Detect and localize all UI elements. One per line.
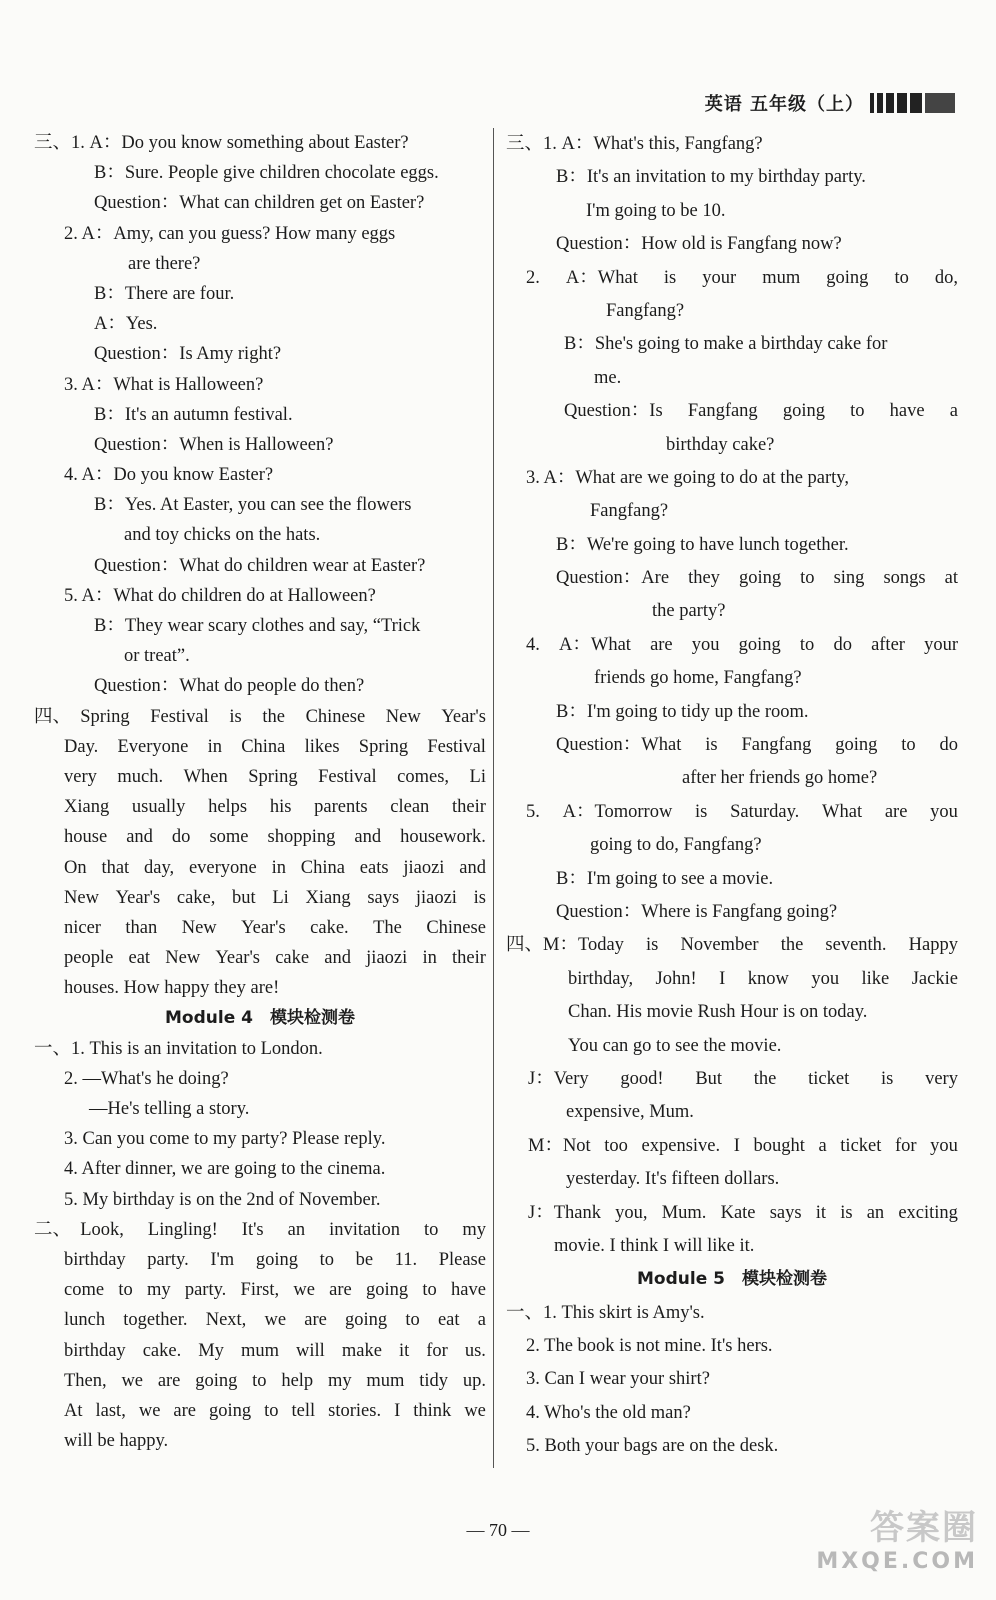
text-line: B：It's an invitation to my birthday party. xyxy=(556,167,866,188)
text-line: or treat”. xyxy=(124,646,190,667)
text-line: —He's telling a story. xyxy=(89,1099,250,1119)
text-line: Question：What can children get on Easter? xyxy=(94,193,425,214)
text-line: Question：What is Fangfang going to do xyxy=(556,735,958,756)
text-line: nicer than New Year's cake. The Chinese xyxy=(64,917,486,938)
text-line: B：Yes. At Easter, you can see the flowers xyxy=(94,495,412,516)
text-line: 2. A：Amy, can you guess? How many eggs xyxy=(64,223,396,244)
text-line: J：Very good! But the ticket is very xyxy=(528,1068,958,1089)
text-line: A：Yes. xyxy=(94,314,158,335)
text-line: 四、M：Today is November the seventh. Happy xyxy=(506,935,958,956)
text-line: birthday party. I'm going to be 11. Please xyxy=(64,1249,486,1270)
text-line: 四、 Spring Festival is the Chinese New Year's xyxy=(34,706,486,727)
text-line: 5. A：What do children do at Halloween? xyxy=(64,585,376,606)
module-heading: Module 4 模块检测卷 xyxy=(165,1008,355,1029)
text-line: Question：Are they going to sing songs at xyxy=(556,568,958,589)
text-line: Question：Where is Fangfang going? xyxy=(556,901,838,922)
text-line: B：There are four. xyxy=(94,283,235,304)
text-line: Then, we are going to help my mum tidy up. xyxy=(64,1370,486,1391)
text-line: 2. The book is not mine. It's hers. xyxy=(526,1336,773,1357)
text-line: people eat New Year's cake and jiaozi in their xyxy=(64,948,486,969)
text-line: B：She's going to make a birthday cake for xyxy=(564,334,888,355)
text-line: 3. Can I wear your shirt? xyxy=(526,1369,710,1390)
text-line: B：It's an autumn festival. xyxy=(94,404,293,425)
text-line: Question：Is Amy right? xyxy=(94,344,282,365)
header-decoration xyxy=(870,93,958,113)
text-line: 3. Can you come to my party? Please reply. xyxy=(64,1129,386,1150)
text-line: very much. When Spring Festival comes, Li xyxy=(64,766,486,787)
text-line: 一、1. This skirt is Amy's. xyxy=(506,1302,705,1323)
text-line: 三、1. A：What's this, Fangfang? xyxy=(506,134,763,154)
text-line: 4. A：What are you going to do after your xyxy=(526,634,958,655)
left-column xyxy=(34,128,486,1456)
text-line: 4. A：Do you know Easter? xyxy=(64,465,274,486)
text-line: J：Thank you, Mum. Kate says it is an exciting xyxy=(528,1202,958,1223)
header-title: 英语 五年级（上） xyxy=(704,94,864,115)
text-line: 2. —What's he doing? xyxy=(64,1068,229,1089)
text-line: Question：When is Halloween? xyxy=(94,434,334,455)
text-line: 2. A：What is your mum going to do, xyxy=(526,267,958,288)
text-line: will be happy. xyxy=(64,1431,169,1452)
text-line: New Year's cake, but Li Xiang says jiaozi is xyxy=(64,887,486,908)
text-line: I'm going to be 10. xyxy=(586,200,726,221)
page-number: — 70 — xyxy=(466,1520,530,1540)
text-line: B：They wear scary clothes and say, “Trick xyxy=(94,616,421,636)
text-line: B：I'm going to see a movie. xyxy=(556,868,774,889)
column-divider xyxy=(493,128,494,1468)
text-line: and toy chicks on the hats. xyxy=(124,525,321,546)
text-line: 5. Both your bags are on the desk. xyxy=(526,1436,779,1457)
text-line: Day. Everyone in China likes Spring Festival xyxy=(64,736,486,757)
text-line: B：Sure. People give children chocolate eggs. xyxy=(94,163,439,184)
text-line: the party? xyxy=(652,601,726,622)
text-line: Xiang usually helps his parents clean their xyxy=(64,797,486,818)
text-line: friends go home, Fangfang? xyxy=(594,668,802,689)
text-line: yesterday. It's fifteen dollars. xyxy=(566,1169,780,1190)
text-line: birthday cake? xyxy=(666,434,775,455)
watermark-bottom: MXQE.COM xyxy=(816,1549,978,1574)
text-line: Question：Is Fangfang going to have a xyxy=(564,401,958,422)
right-column xyxy=(506,128,958,1464)
text-line: birthday, John! I know you like Jackie xyxy=(568,968,958,989)
text-line: 4. Who's the old man? xyxy=(526,1402,691,1423)
text-line: Question：What do people do then? xyxy=(94,676,365,697)
watermark-top: 答案圈 xyxy=(870,1508,978,1548)
text-line: On that day, everyone in China eats jiaozi and xyxy=(64,857,486,878)
text-line: lunch together. Next, we are going to eat a xyxy=(64,1310,486,1331)
text-line: Fangfang? xyxy=(590,501,669,522)
text-line: Fangfang? xyxy=(606,300,685,321)
text-line: 三、1. A：Do you know something about Easter? xyxy=(34,133,409,153)
watermark-logo xyxy=(816,1500,978,1574)
text-line: birthday cake. My mum will make it for us. xyxy=(64,1340,486,1361)
text-line: 3. A：What are we going to do at the party, xyxy=(526,467,849,488)
page-header xyxy=(705,90,958,116)
text-line: M：Not too expensive. I bought a ticket for you xyxy=(528,1135,958,1156)
text-line: Chan. His movie Rush Hour is on today. xyxy=(568,1002,868,1023)
text-line: me. xyxy=(594,367,622,388)
text-line: B：We're going to have lunch together. xyxy=(556,534,849,555)
text-line: are there? xyxy=(128,253,201,274)
text-line: after her friends go home? xyxy=(682,768,878,789)
text-line: 一、1. This is an invitation to London. xyxy=(34,1038,323,1059)
text-line: 4. After dinner, we are going to the cinema. xyxy=(64,1159,386,1180)
text-line: house and do some shopping and housework. xyxy=(64,827,486,848)
text-line: going to do, Fangfang? xyxy=(590,835,762,856)
text-line: movie. I think I will like it. xyxy=(554,1235,755,1256)
text-line: You can go to see the movie. xyxy=(568,1035,782,1056)
text-line: At last, we are going to tell stories. I think we xyxy=(64,1400,486,1421)
text-line: expensive, Mum. xyxy=(566,1102,694,1123)
module-heading: Module 5 模块检测卷 xyxy=(637,1269,827,1290)
text-line: 3. A：What is Halloween? xyxy=(64,374,264,395)
text-line: 5. My birthday is on the 2nd of November. xyxy=(64,1189,381,1210)
text-line: 二、 Look, Lingling! It's an invitation to my xyxy=(34,1219,486,1240)
text-line: come to my party. First, we are going to have xyxy=(64,1280,486,1301)
text-line: B：I'm going to tidy up the room. xyxy=(556,701,809,722)
text-line: Question：How old is Fangfang now? xyxy=(556,234,842,255)
text-line: houses. How happy they are! xyxy=(64,978,280,999)
text-line: Question：What do children wear at Easter? xyxy=(94,555,426,576)
text-line: 5. A：Tomorrow is Saturday. What are you xyxy=(526,801,958,822)
